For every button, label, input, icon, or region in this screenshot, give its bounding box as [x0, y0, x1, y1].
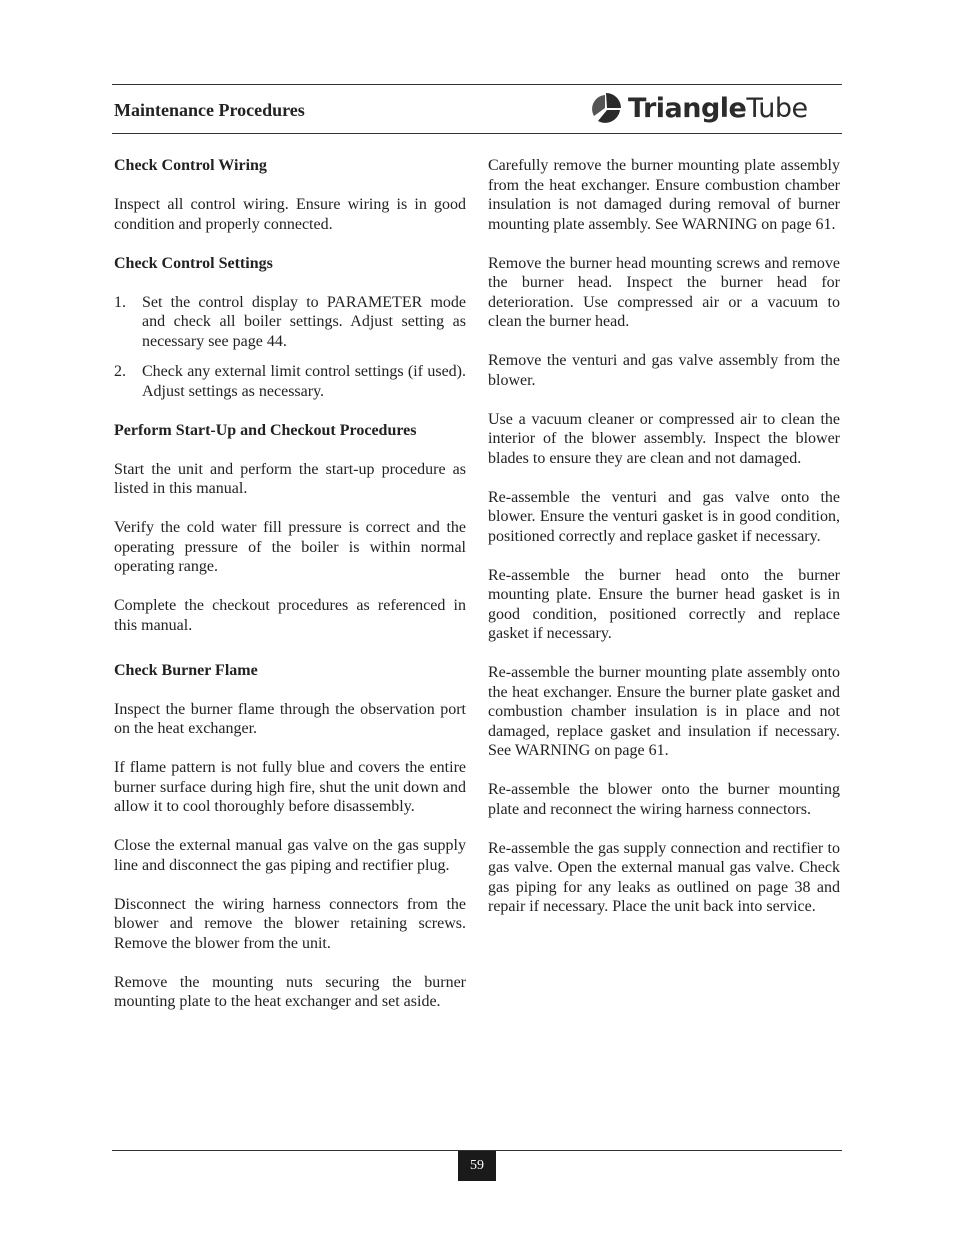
logo-word-light: Tube — [746, 92, 808, 124]
paragraph: Re-assemble the blower onto the burner mounting plate and reconnect the wiring harness connectors. — [488, 781, 840, 818]
section-title: Maintenance Procedures — [114, 100, 305, 120]
list-item — [114, 293, 466, 352]
paragraph: Remove the venturi and gas valve assembly from the blower. — [488, 352, 840, 389]
paragraph: Disconnect the wiring harness connectors from the blower and remove the blower retaining screws. Remove the blower from the unit. — [114, 895, 466, 952]
paragraph: Close the external manual gas valve on the gas supply line and disconnect the gas piping and rectifier plug. — [114, 837, 466, 874]
paragraph: Use a vacuum cleaner or compressed air to clean the interior of the blower assembly. Inspect the blower blades to ensure they are clean and not damaged. — [488, 410, 840, 467]
paragraph: Start the unit and perform the start-up procedure as listed in this manual. — [114, 460, 466, 497]
paragraph: Complete the checkout procedures as referenced in this manual. — [114, 597, 466, 634]
heading-burner-flame: Check Burner Flame — [114, 661, 258, 679]
paragraph: Re-assemble the burner head onto the burner mounting plate. Ensure the burner head gasket is in good condition, positioned correctly and replace gasket if necessary. — [488, 566, 840, 642]
triangle-tube-logo-icon — [590, 92, 622, 124]
right-column — [488, 156, 840, 936]
heading-check-wiring: Check Control Wiring — [114, 157, 267, 174]
list-item — [114, 362, 466, 401]
paragraph: Carefully remove the burner mounting plate assembly from the heat exchanger. Ensure combustion chamber insulation is not damaged during removal of burner mounting plate assembly. See WARNING on page 61. — [488, 157, 840, 233]
left-column — [114, 156, 466, 1031]
paragraph: Remove the mounting nuts securing the burner mounting plate to the heat exchanger and set aside. — [114, 973, 466, 1010]
paragraph: Re-assemble the burner mounting plate assembly onto the heat exchanger. Ensure the burner plate gasket and combustion chamber insulation is in place and not damaged, replace gasket and insulation if necessary. See WARNING on page 61. — [488, 664, 840, 759]
list-text: Check any external limit control settings (if used). Adjust settings as necessary. — [142, 363, 466, 400]
header-rule — [112, 133, 842, 134]
paragraph: If flame pattern is not fully blue and covers the entire burner surface during high fire, shut the unit down and allow it to cool thoroughly before disassembly. — [114, 759, 466, 815]
brand-logo — [590, 90, 840, 126]
list-text: Set the control display to PARAMETER mode and check all boiler settings. Adjust setting as necessary see page 44. — [142, 293, 466, 350]
list-number: 2. — [114, 363, 126, 380]
settings-list — [114, 293, 466, 402]
heading-startup: Perform Start-Up and Checkout Procedures — [114, 421, 417, 439]
paragraph: Verify the cold water fill pressure is correct and the operating pressure of the boiler is within normal operating range. — [114, 519, 466, 575]
paragraph: Inspect the burner flame through the observation port on the heat exchanger. — [114, 700, 466, 737]
logo-word-bold: Triangle — [628, 92, 747, 124]
list-number: 1. — [114, 293, 126, 311]
top-rule — [112, 84, 842, 85]
page-number: 59 — [458, 1151, 496, 1181]
paragraph: Remove the burner head mounting screws and remove the burner head. Inspect the burner head for deterioration. Use compressed air or a vacuum to clean the burner head. — [488, 254, 840, 330]
paragraph: Re-assemble the gas supply connection and rectifier to gas valve. Open the external manual gas valve. Check gas piping for any leaks as outlined on page 38 and repair if necessary. Place the unit back into service. — [488, 839, 840, 915]
paragraph: Re-assemble the venturi and gas valve onto the blower. Ensure the venturi gasket is in good condition, positioned correctly and replace gasket if necessary. — [488, 488, 840, 545]
heading-check-settings: Check Control Settings — [114, 254, 273, 272]
paragraph: Inspect all control wiring. Ensure wiring is in good condition and properly connected. — [114, 196, 466, 233]
